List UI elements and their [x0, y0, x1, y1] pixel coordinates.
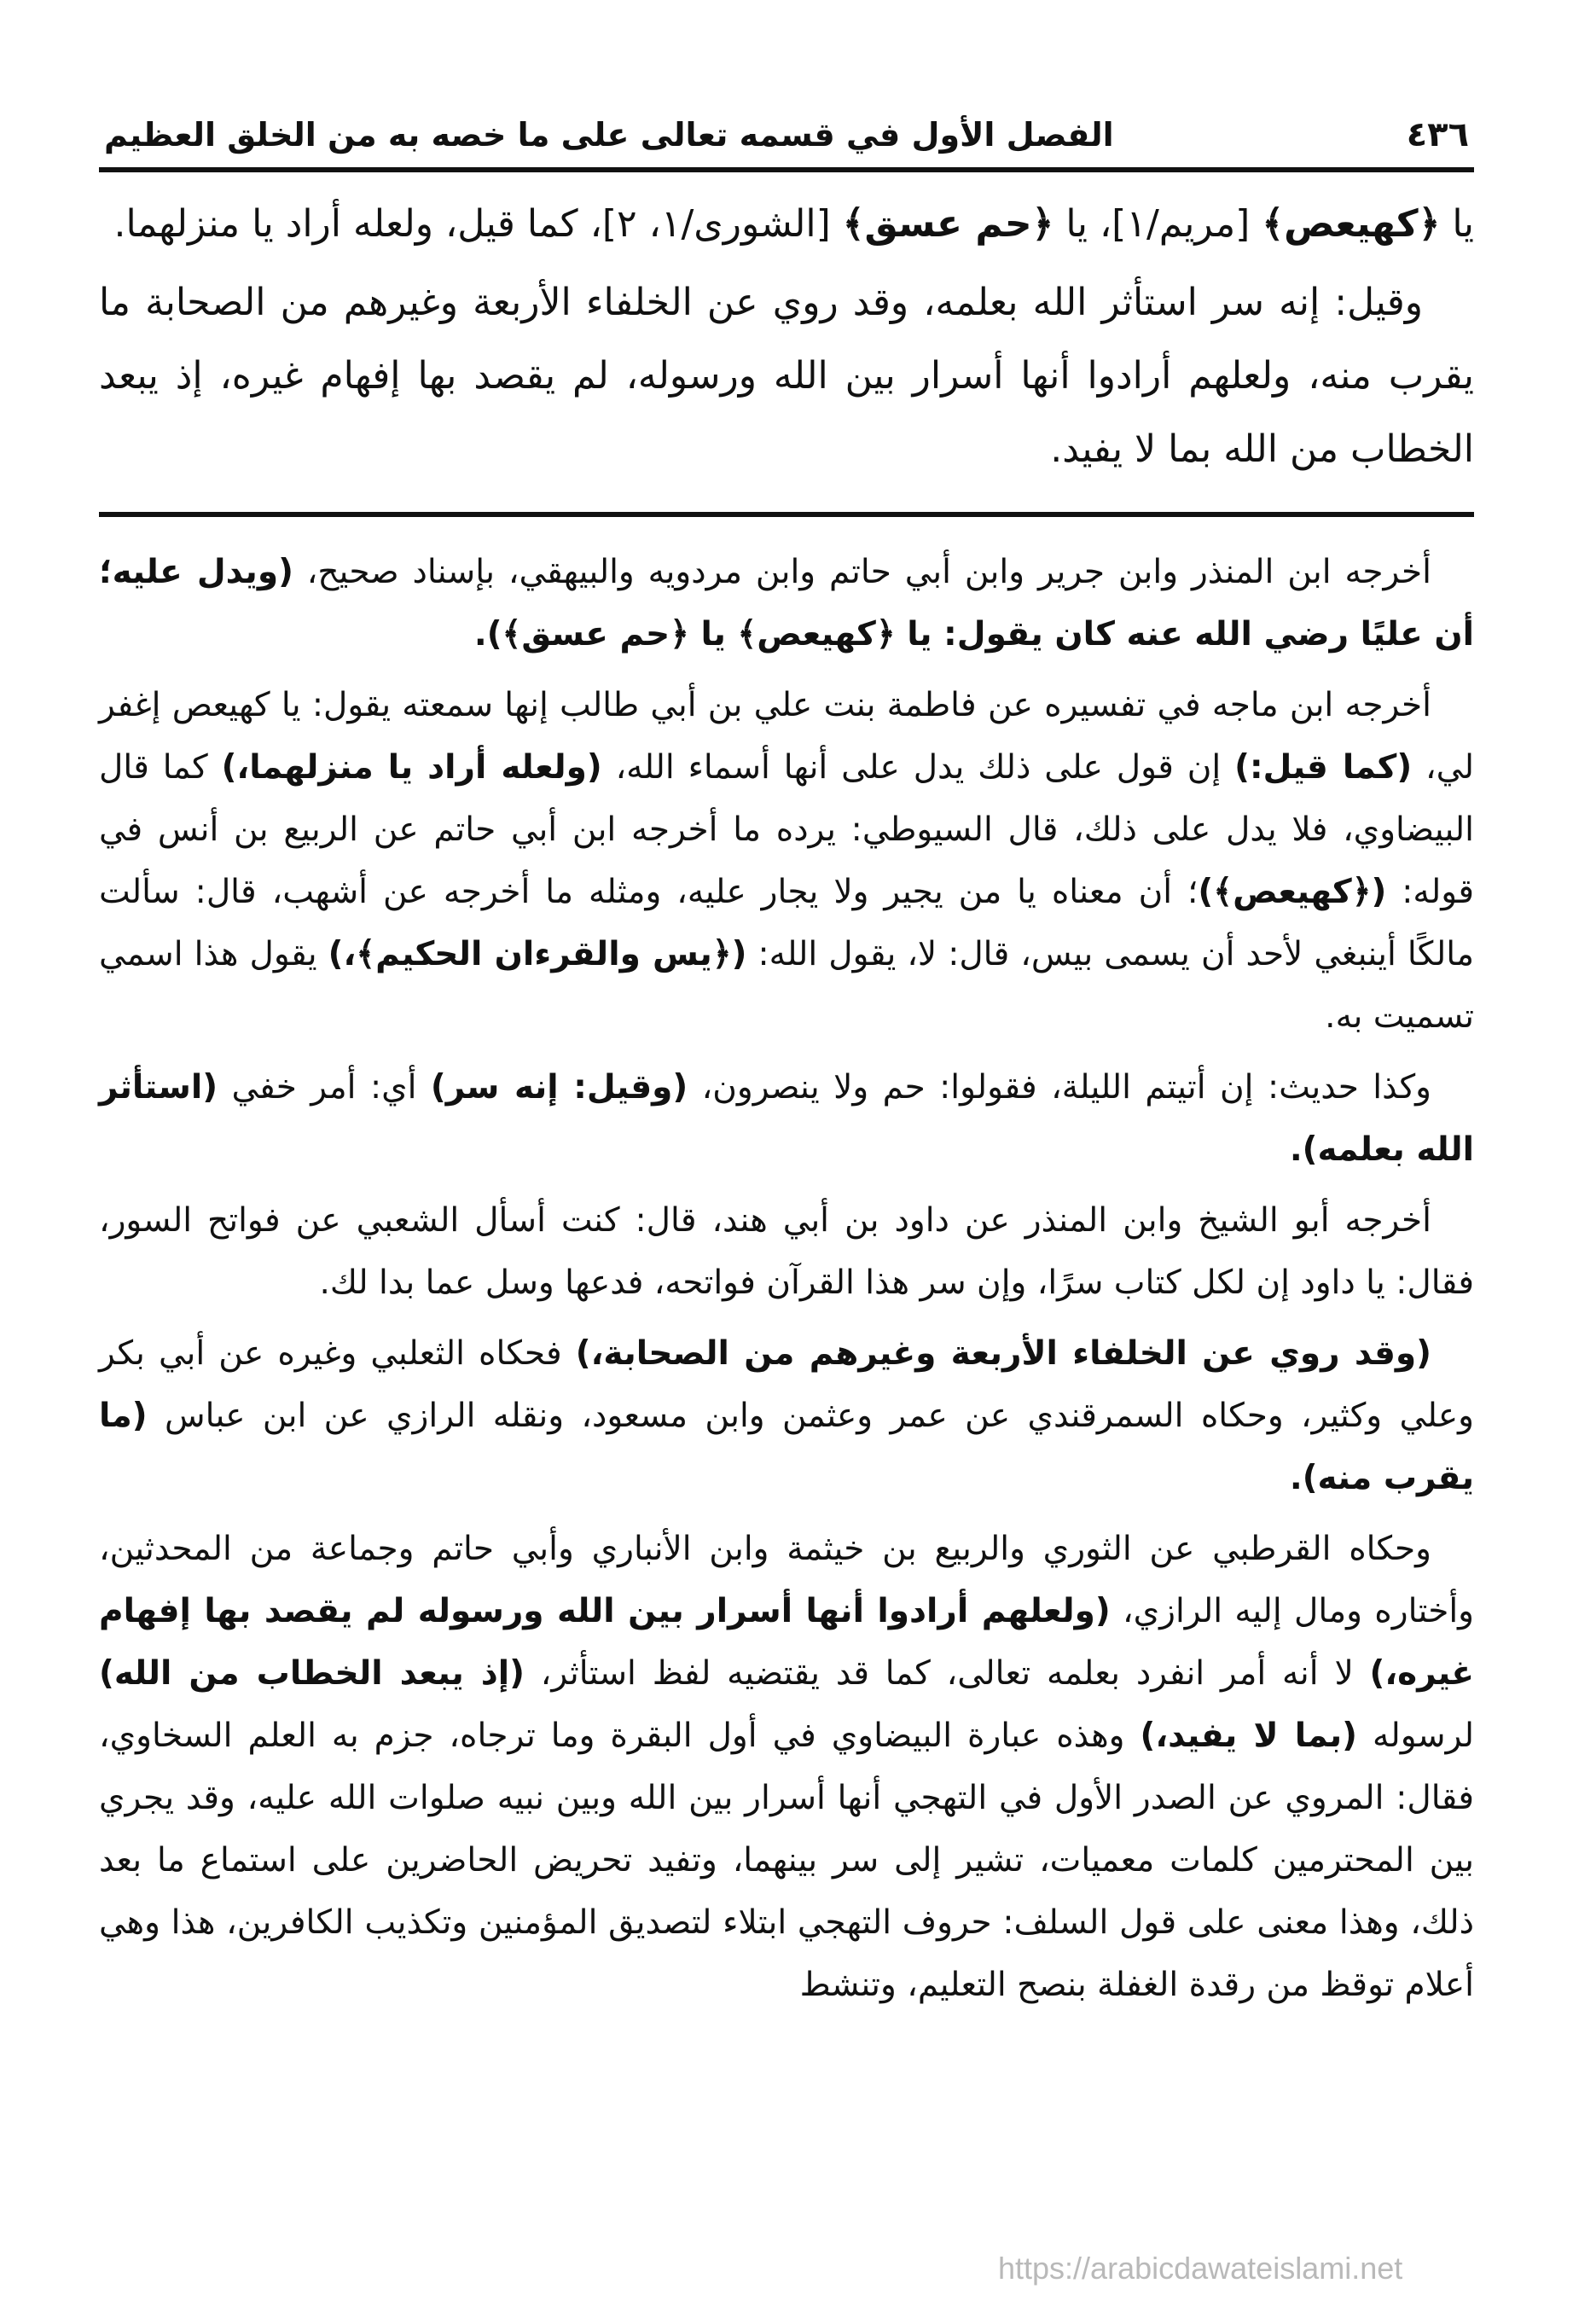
text-run: كما قال البيضاوي، فلا يدل على ذلك، قال السيوطي: يرده ما أخرجه ابن أبي حاتم عن الربيع بن أنس في قوله:: [99, 748, 1474, 911]
running-title: الفصل الأول في قسمه تعالى على ما خصه به من الخلق العظيم: [104, 116, 1114, 154]
bold-quote: (وقيل: إنه سر): [430, 1068, 688, 1107]
text-run: [الشورى/١، ٢]، كما قيل، ولعله أراد يا منزلهما.: [113, 202, 843, 246]
text-run: أخرجه ابن المنذر وابن جرير وابن أبي حاتم وابن مردويه والبيهقي، بإسناد صحيح،: [293, 553, 1431, 591]
main-paragraph: [99, 188, 1474, 261]
bold-quote: (كما قيل:): [1234, 748, 1413, 787]
bold-quote: ﴿حم عسق﴾: [842, 202, 1054, 246]
commentary-paragraph: [99, 1518, 1474, 2016]
commentary-paragraph: [99, 1189, 1474, 1314]
text-run: وقيل: إنه سر استأثر الله بعلمه، وقد روي عن الخلفاء الأربعة وغيرهم من الصحابة ما يقرب منه، ولعلهم أرادوا أنها أسرار بين الله ورسوله، لم يقصد بها إفهام غيره، إذ يبعد الخطاب من الله بما لا يفيد.: [99, 281, 1474, 471]
commentary-paragraph: [99, 674, 1474, 1048]
bold-quote: (ما يقرب منه).: [99, 1397, 1474, 1497]
main-paragraph: [99, 266, 1474, 486]
text-run: إن قول على ذلك يدل على أنها أسماء الله،: [601, 748, 1235, 787]
commentary-text: [99, 541, 1474, 2016]
bold-quote: (ولعله أراد يا منزلهما،): [221, 748, 602, 787]
bold-quote: (وقد روي عن الخلفاء الأربعة وغيرهم من الصحابة،): [575, 1334, 1431, 1373]
text-run: فحكاه الثعلبي وغيره عن أبي بكر وعلي وكثير، وحكاه السمرقندي عن عمر وعثمن وابن مسعود، ونقله الرازي عن ابن عباس: [99, 1334, 1474, 1435]
text-run: أي: أمر خفي: [218, 1068, 431, 1107]
footnote-separator: [99, 512, 1474, 517]
text-run: أخرجه أبو الشيخ وابن المنذر عن داود بن أبي هند، قال: كنت أسأل الشعبي عن فواتح السور، فقال: يا داود إن لكل كتاب سرًا، وإن سر هذا القرآن فواتحه، فدعها وسل عما بدا لك.: [99, 1201, 1474, 1302]
text-run: وكذا حديث: إن أتيتم الليلة، فقولوا: حم ولا ينصرون،: [688, 1068, 1431, 1107]
text-run: ؛ أن معناه يا من يجير ولا يجار عليه، ومثله ما أخرجه عن أشهب، قال: سألت مالكًا أينبغي لأحد أن يسمى بيس، قال: لا، يقول الله:: [99, 873, 1474, 973]
main-text: [99, 188, 1474, 486]
bold-quote: (﴿يس والقرءان الحكيم﴾،): [328, 935, 747, 973]
running-header: [99, 111, 1474, 167]
watermark-url: https://arabicdawateislami.net: [998, 2251, 1403, 2286]
bold-quote: ﴿كهيعص﴾: [1262, 202, 1441, 246]
text-run: يا: [1440, 202, 1474, 246]
page-number: ٤٣٦: [1406, 115, 1469, 154]
text-run: [مريم/١]، يا: [1054, 202, 1262, 246]
text-run: وهذه عبارة البيضاوي في أول البقرة وما ترجاه، جزم به العلم السخاوي، فقال: المروي عن الصدر الأول في التهجي أنها أسرار بين الله وبين نبيه صلوات الله عليه، وقد يجري بين المحترمين كلمات معميات، تشير إلى سر بينهما، وتفيد تحريض الحاضرين على استماع ما بعد ذلك، وهذا معنى على قول السلف: حروف التهجي ابتلاء لتصديق المؤمنين وتكذيب الكافرين، هذا وهي أعلام توقظ من رقدة الغفلة بنصح التعليم، وتنشط: [99, 1717, 1474, 2004]
header-rule: [99, 167, 1474, 172]
commentary-paragraph: [99, 1322, 1474, 1509]
bold-quote: (﴿كهيعص﴾): [1198, 873, 1387, 911]
text-run: أخرجه ابن ماجه في تفسيره عن فاطمة بنت علي بن أبي طالب إنها سمعته يقول: يا كهيعص إغفر لي،: [99, 686, 1475, 787]
text-run: يقول هذا اسمي تسميت به.: [99, 935, 1474, 1036]
bold-quote: (ولعلهم أرادوا أنها أسرار بين الله ورسوله لم يقصد بها إفهام غيره،): [99, 1592, 1475, 1693]
bold-quote: (استأثر الله بعلمه).: [99, 1068, 1474, 1169]
commentary-paragraph: [99, 1056, 1474, 1181]
commentary-paragraph: [99, 541, 1474, 665]
bold-quote: (ويدل عليه؛ أن عليًا رضي الله عنه كان يقول: يا ﴿كهيعص﴾ يا ﴿حم عسق﴾).: [99, 553, 1474, 654]
text-run: وحكاه القرطبي عن الثوري والربيع بن خيثمة وابن الأنباري وأبي حاتم وجماعة من المحدثين، وأختاره ومال إليه الرازي،: [99, 1530, 1474, 1630]
text-run: لا أنه أمر انفرد بعلمه تعالى، كما قد يقتضيه لفظ استأثر،: [524, 1654, 1370, 1693]
text-run: لرسوله: [1356, 1717, 1474, 1755]
bold-quote: (بما لا يفيد،): [1140, 1717, 1357, 1755]
bold-quote: (إذ يبعد الخطاب من الله): [99, 1654, 525, 1693]
book-page: [99, 111, 1474, 2025]
